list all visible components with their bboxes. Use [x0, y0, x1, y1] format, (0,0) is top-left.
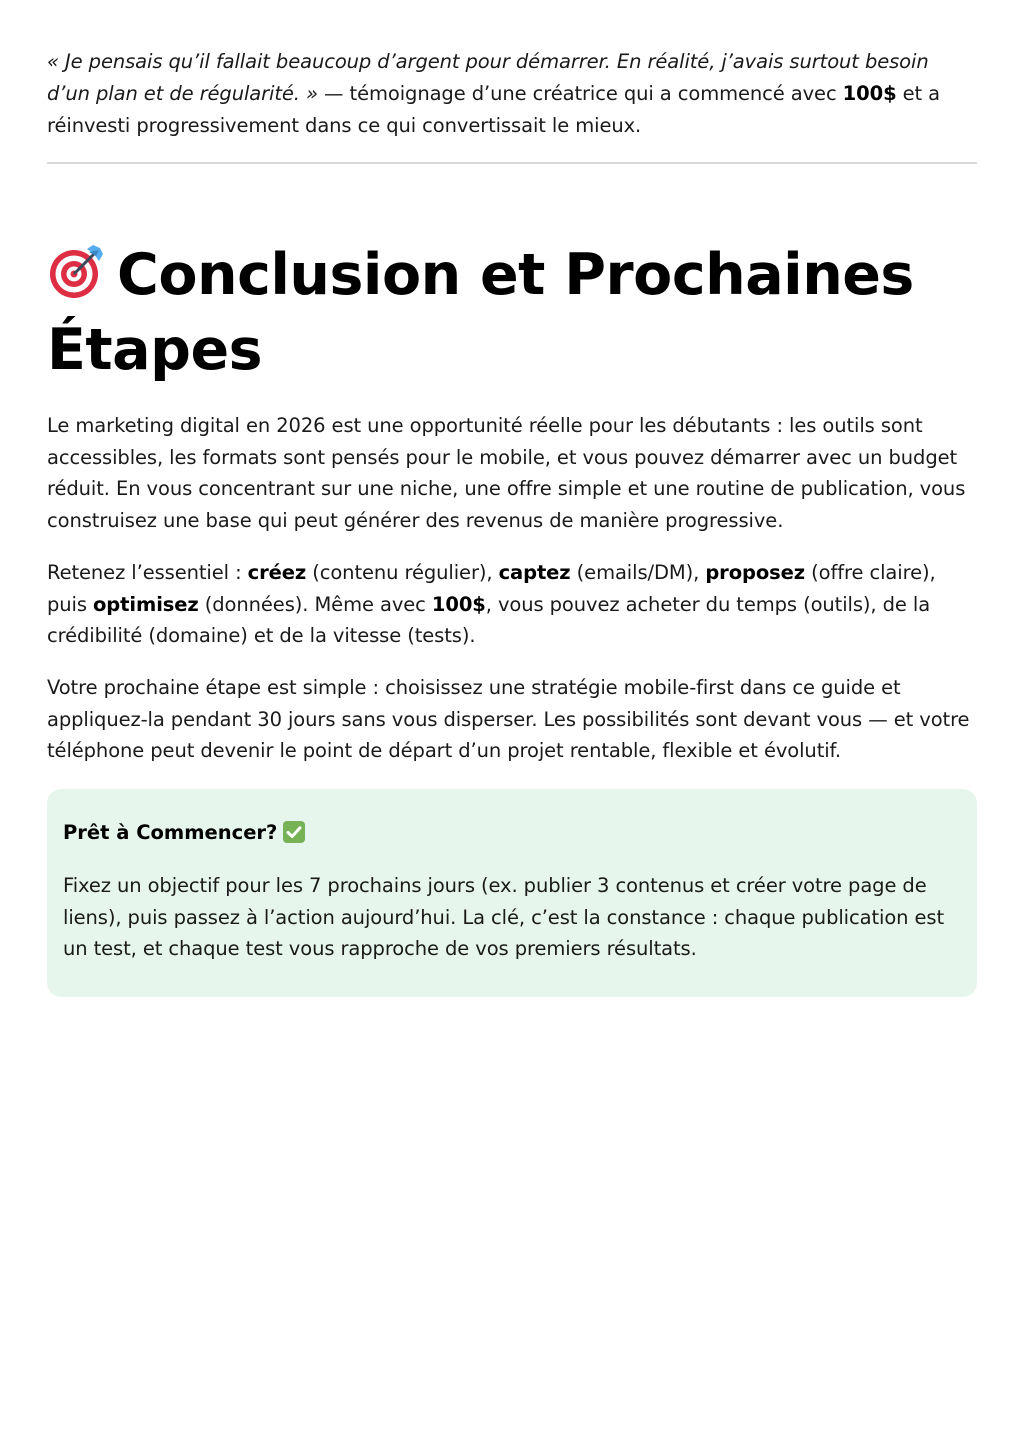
p2-bold-captez: captez [498, 561, 571, 584]
section-heading [47, 238, 977, 388]
conclusion-paragraph-2 [47, 557, 977, 652]
p2-text-4: (offre claire), puis [47, 561, 936, 616]
p2-text-2: (contenu régulier), [306, 561, 499, 584]
p2-bold-amount: 100$ [431, 592, 486, 616]
p2-text-6: , vous pouvez acheter du temps (outils), de la crédibilité (domaine) et de la vitesse (tests). [47, 592, 931, 647]
call-to-action-box [47, 789, 977, 997]
callout-text: Fixez un objectif pour les 7 prochains jours (ex. publier 3 contenus et créer votre page de liens), puis passez à l’action aujourd’hui. La clé, c’est la constance : chaque publication est un test, et chaque test vous rapproche de vos premiers résultats. [63, 874, 945, 960]
p2-bold-creez: créez [247, 561, 307, 584]
quote-italic: « Je pensais qu’il fallait beaucoup d’argent pour démarrer. En réalité, j’avais surtout besoin d’un plan et de régularité. » [47, 50, 929, 105]
quote-amount: 100$ [842, 82, 897, 105]
quote-ending: et a réinvesti progressivement dans ce qui convertissait le mieux. [47, 82, 941, 137]
callout-heading [63, 817, 961, 849]
quote-attribution: — témoignage d’une créatrice qui a commencé avec [317, 82, 843, 105]
p2-bold-proposez: proposez [705, 561, 806, 584]
section-title: Conclusion et Prochaines Étapes [47, 242, 914, 383]
callout-title: Prêt à Commencer? [63, 821, 278, 844]
p2-text-1: Retenez l’essentiel : [47, 561, 248, 584]
check-icon [283, 821, 305, 843]
testimonial-quote [47, 46, 977, 142]
p2-text-3: (emails/DM), [570, 561, 706, 584]
conclusion-paragraph-1: Le marketing digital en 2026 est une opportunité réelle pour les débutants : les outils sont accessibles, les formats sont pensés pour le mobile, et vous pouvez démarrer avec un budget réduit. En vous concentrant sur une niche, une offre simple et une routine de publication, vous construisez une base qui peut générer des revenus de manière progressive. [47, 414, 966, 532]
p2-bold-optimisez: optimisez [93, 592, 199, 616]
section-divider [47, 162, 977, 164]
target-icon [47, 244, 103, 300]
conclusion-paragraph-3: Votre prochaine étape est simple : choisissez une stratégie mobile-first dans ce guide et appliquez-la pendant 30 jours sans vous disperser. Les possibilités sont devant vous — et votre téléphone peut devenir le point de départ d’un projet rentable, flexible et évolutif. [47, 676, 970, 762]
p2-text-5: (données). Même avec [198, 592, 432, 616]
